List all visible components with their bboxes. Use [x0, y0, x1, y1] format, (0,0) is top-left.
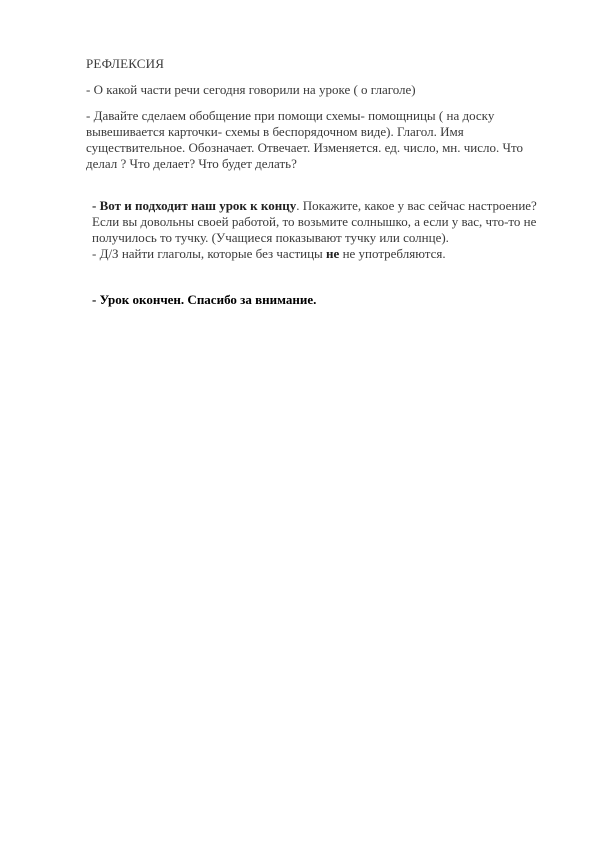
homework-end: не употребляются. — [339, 246, 446, 261]
lesson-end-phrase: - Вот и подходит наш урок к концу — [92, 198, 297, 213]
section-heading: РЕФЛЕКСИЯ — [86, 56, 165, 71]
mood-instructions: . Покажите, какое у вас сейчас настроение? Если вы довольны своей работой, то возьмите солнышко, а если у вас, что-то не получилось то тучку. (Учащиеся показывают тучку или солнце). — [92, 198, 537, 245]
question-line: - О какой части речи сегодня говорили на уроке ( о глаголе) — [86, 82, 416, 97]
mood-paragraph — [86, 198, 546, 246]
homework-start: - Д/З найти глаголы, которые без частицы — [92, 246, 327, 261]
homework-line — [86, 246, 546, 262]
closing-line: - Урок окончен. Спасибо за внимание. — [92, 292, 317, 307]
document-body — [86, 56, 546, 308]
generalization-paragraph: - Давайте сделаем обобщение при помощи схемы- помощницы ( на доску вывешивается карточки- схемы в беспорядочном виде). Глагол. Имя существительное. Обозначает. Отвечает. Изменяется. ед. число, мн. число. Что делал ? Что делает? Что будет делать? — [86, 108, 523, 171]
homework-particle: не — [326, 246, 340, 261]
